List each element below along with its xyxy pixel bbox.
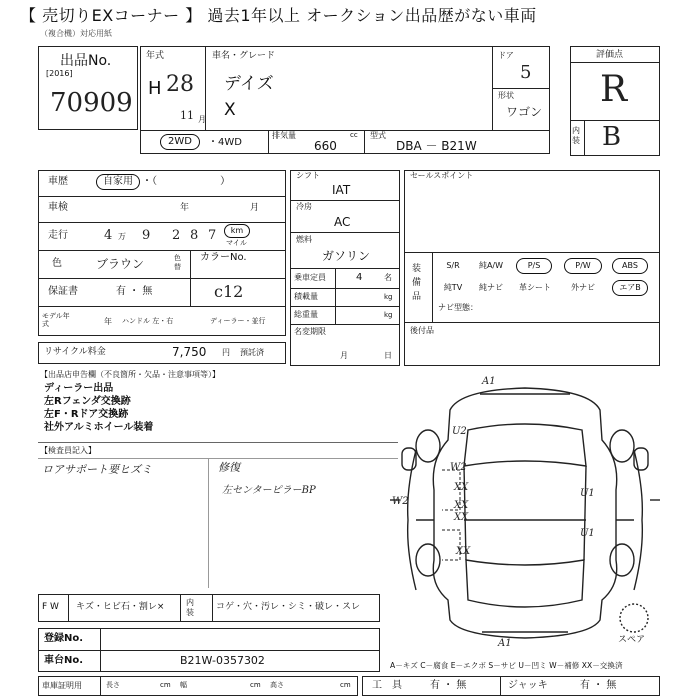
fuel-label: 燃料 (296, 235, 312, 244)
car-damage-diagram (390, 370, 660, 650)
interior-label: 内装 (572, 126, 580, 145)
inspector-label: 【検査員記入】 (40, 446, 96, 455)
color-value: ブラウン (96, 257, 145, 271)
inspector-note-left: ロアサポート要ヒズミ (42, 463, 152, 476)
load-label: 積載量 (294, 292, 318, 301)
gross-weight-unit: kg (384, 311, 393, 319)
name-change-label: 名変期限 (294, 327, 326, 336)
mark-w2-bottom: W2 (450, 462, 467, 473)
shape-value: ワゴン (506, 105, 543, 119)
mark-w2-left: W2 (392, 496, 409, 507)
mark-a1-front: A1 (482, 376, 496, 387)
shape-label: 形状 (498, 91, 514, 100)
navi-type-label: ナビ型態： (438, 303, 478, 312)
mark-xx-2: XX (454, 500, 469, 511)
sheet-subheader: （複合機）対応用紙 (40, 29, 112, 38)
lot-label: 出品No. (60, 53, 112, 69)
declaration-line-1: ディーラー出品 (44, 383, 114, 394)
cert-length: 長さ (106, 681, 120, 689)
doors-label: ドア (498, 51, 514, 60)
shift-value: IAT (332, 183, 351, 197)
warranty-value: 有 ・ 無 (116, 286, 153, 297)
model-year-unit: 年 (104, 317, 112, 326)
year-value: 28 (166, 72, 194, 97)
model-code-value: DBA － B21W (396, 139, 477, 153)
equip-airbag[interactable]: エアB (612, 280, 648, 296)
chassis-label: 車台No. (44, 655, 84, 666)
cert-height: 高さ (270, 681, 284, 689)
fw-interior-label: 内装 (186, 598, 194, 617)
recycle-unit: 円 (222, 348, 230, 357)
car-grade: X (224, 100, 236, 120)
capacity-unit: 名 (384, 273, 392, 282)
interior-value: B (602, 122, 622, 152)
color-label: 色 (52, 258, 62, 269)
history-value[interactable]: 自家用 (96, 174, 140, 190)
inspector-note-right-2: 左センターピラーBP (222, 485, 316, 496)
lot-number: 70909 (50, 88, 133, 118)
jack-value: 有 ・ 無 (580, 680, 617, 691)
mark-xx-3: XX (454, 512, 469, 523)
mileage-digit-2: 2 (172, 228, 181, 243)
jack-label: ジャッキ (508, 680, 548, 691)
cert-width-unit: cm (250, 681, 261, 689)
mileage-label: 走行 (48, 230, 68, 241)
equip-tv[interactable]: 純TV (443, 283, 463, 292)
tools-value: 有 ・ 無 (430, 680, 467, 691)
drive-4wd-option[interactable]: ・4WD (208, 137, 242, 148)
history-label: 車歴 (48, 176, 68, 187)
mark-a1-rear: A1 (498, 638, 512, 649)
mileage-man-unit: 万 (118, 232, 126, 241)
recycle-value: 7,750 (172, 345, 207, 359)
recycle-status: 預託済 (240, 348, 264, 357)
cert-length-unit: cm (160, 681, 171, 689)
fuel-value: ガソリン (322, 249, 371, 263)
dealer-option: ディーラー・並行 (210, 317, 266, 325)
mileage-digit-1: 9 (142, 228, 151, 243)
cert-label: 車庫証明用 (42, 681, 82, 690)
shift-label: シフト (296, 171, 320, 180)
banner-title: 【 売切りEXコーナー 】 過去1年以上 オークション出品歴がない車両 (20, 6, 537, 25)
cert-height-unit: cm (340, 681, 351, 689)
year-month-unit: 月 (198, 115, 206, 124)
inspection-label: 車検 (48, 202, 68, 213)
mark-u1-right-top: U1 (580, 488, 595, 499)
mark-u1-right: U1 (580, 528, 595, 539)
inspector-note-right-1: 修復 (218, 461, 240, 474)
score-value: R (600, 69, 628, 110)
ac-value: AC (334, 215, 351, 229)
fw-exterior-text: キズ・ヒビ石・割レ× (76, 602, 165, 612)
declaration-line-3: 左F・Rドア交換跡 (44, 409, 129, 420)
after-parts-label: 後付品 (410, 326, 434, 335)
equip-ps[interactable]: P/S (516, 258, 552, 274)
equip-navi[interactable]: 純ナビ (479, 283, 503, 292)
declaration-line-4: 社外アルミホイール装着 (44, 422, 154, 433)
registration-label: 登録No. (44, 633, 84, 644)
inspection-month-unit: 月 (250, 203, 260, 213)
top-frame (140, 46, 550, 154)
color-change-label: 色替 (174, 254, 181, 271)
equip-pw[interactable]: P/W (564, 258, 602, 274)
name-change-day: 日 (384, 351, 392, 360)
ac-label: 冷房 (296, 202, 312, 211)
mark-u2: U2 (452, 426, 467, 437)
capacity-label: 乗車定員 (294, 273, 326, 282)
inspection-year-unit: 年 (180, 203, 190, 213)
mileage-man: 4 (104, 228, 113, 243)
recycle-label: リサイクル料金 (44, 347, 106, 357)
warranty-label: 保証書 (48, 286, 78, 297)
mileage-unit-mile: マイル (226, 239, 247, 247)
lot-year-stamp: [2016] (46, 69, 73, 78)
displacement-value: 660 (314, 139, 337, 153)
gross-weight-label: 総重量 (294, 310, 318, 319)
model-year-label: モデル年式 (42, 312, 70, 328)
declaration-line-2: 左Rフェンダ交換跡 (44, 396, 131, 407)
carname-label: 車名・グレード (212, 51, 276, 61)
name-change-month: 月 (340, 351, 348, 360)
equip-ext-navi[interactable]: 外ナビ (571, 283, 595, 292)
year-era: H (148, 78, 162, 99)
mileage-unit-km[interactable]: km (224, 224, 250, 238)
year-month: 11 (180, 109, 194, 122)
sales-point-label: セールスポイント (410, 171, 474, 180)
doors-value: 5 (520, 62, 532, 83)
model-code-label: 型式 (370, 131, 386, 140)
mileage-digit-4: 7 (208, 228, 217, 243)
capacity-value: 4 (356, 272, 363, 283)
spare-label: スペア (618, 635, 646, 645)
equip-alloy[interactable]: 純A/W (478, 261, 504, 270)
car-name: デイズ (224, 74, 274, 94)
equip-leather[interactable]: 革シート (519, 283, 551, 292)
garage-cert-row (38, 676, 358, 696)
mark-xx-1: XX (454, 482, 469, 493)
damage-legend: A－キズ C－腐食 E－エクボ S－サビ U－凹ミ W－補修 XX－交換済 (390, 661, 623, 670)
color-no-value: c12 (214, 282, 244, 301)
history-rest: ・（ ） (142, 176, 231, 187)
equipment-label: 装備品 (412, 264, 422, 302)
year-label: 年式 (146, 51, 165, 61)
mileage-digit-3: 8 (190, 228, 199, 243)
mark-xx-4: XX (456, 546, 471, 557)
displacement-label: 排気量 (272, 131, 296, 140)
load-unit: kg (384, 293, 393, 301)
drive-2wd-option[interactable]: 2WD (160, 134, 200, 150)
displacement-unit: cc (350, 131, 358, 139)
tools-label: 工 具 (372, 680, 402, 691)
fw-interior-text: コゲ・穴・汚レ・シミ・破レ・スレ (216, 602, 361, 612)
equip-sr[interactable]: S/R (446, 261, 460, 270)
color-no-label: カラーNo. (200, 252, 247, 263)
cert-width: 幅 (180, 681, 187, 689)
declaration-label: 【出品店申告欄（不良箇所・欠品・注意事項等）】 (40, 370, 220, 379)
fw-label: F W (42, 602, 59, 612)
score-label: 評価点 (596, 50, 624, 60)
handle-option: ハンドル 左・右 (122, 317, 174, 325)
chassis-value: B21W-0357302 (180, 654, 265, 667)
equip-abs[interactable]: ABS (612, 258, 648, 274)
